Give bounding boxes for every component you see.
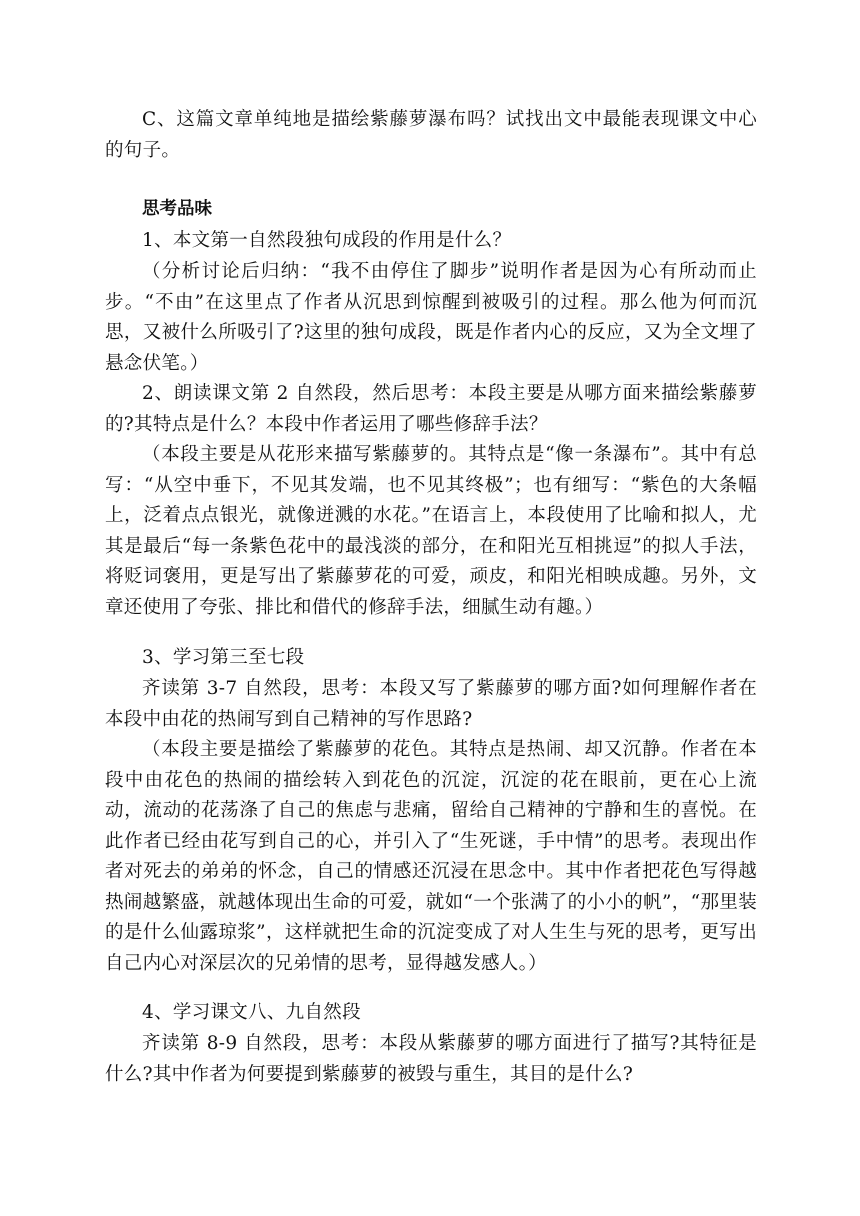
question-4: 齐读第 8-9 自然段，思考：本段从紫藤萝的哪方面进行了描写?其特征是什么?其中作者为何要提到紫藤萝的被毁与重生，其目的是什么?: [105, 1033, 757, 1085]
section-heading: 思考品味: [142, 199, 212, 219]
question-c: C、这篇文章单纯地是描绘紫藤萝瀑布吗？试找出文中最能表现课文中心的句子。: [105, 109, 757, 161]
question-1: 1、本文第一自然段独句成段的作用是什么？: [142, 230, 512, 251]
question-2: 2、朗读课文第 2 自然段，然后思考：本段主要是从哪方面来描绘紫藤萝的?其特点是什么？本段中作者运用了哪些修辞手法？: [105, 383, 757, 435]
question-3-title: 3、学习第三至七段: [142, 647, 305, 668]
question-4-title: 4、学习课文八、九自然段: [142, 1002, 361, 1023]
answer-3: （本段主要是描绘了紫藤萝的花色。其特点是热闹、却又沉静。作者在本段中由花色的热闹的描绘转入到花色的沉淀，沉淀的花在眼前，更在心上流动，流动的花荡涤了自己的焦虑与悲痛，留给自己精神的宁静和生的喜悦。在此作者已经由花写到自己的心，并引入了“生死谜，手中情”的思考。表现出作者对死去的弟弟的怀念，自己的情感还沉浸在思念中。其中作者把花色写得越热闹越繁盛，就越体现出生命的可爱，就如“一个张满了的小小的帆”，“那里装的是什么仙露琼浆”，这样就把生命的沉淀变成了对人生生与死的思考，更写出自己内心对深层次的兄弟情的思考，显得越发感人。）: [105, 739, 757, 974]
answer-1: （分析讨论后归纳：“我不由停住了脚步”说明作者是因为心有所动而止步。“不由”在这里点了作者从沉思到惊醒到被吸引的过程。那么他为何而沉思，又被什么所吸引了?这里的独句成段，既是作者内心的反应，又为全文埋了悬念伏笔。）: [105, 261, 757, 374]
question-3: 齐读第 3-7 自然段，思考：本段又写了紫藤萝的哪方面?如何理解作者在本段中由花的热闹写到自己精神的写作思路?: [105, 678, 757, 730]
answer-2: （本段主要是从花形来描写紫藤萝的。其特点是“像一条瀑布”。其中有总写：“从空中垂下，不见其发端，也不见其终极”；也有细写：“紫色的大条幅上，泛着点点银光，就像迸溅的水花。”在语言上，本段使用了比喻和拟人，尤其是最后“每一条紫色花中的最浅淡的部分，在和阳光互相挑逗”的拟人手法，将贬词褒用，更是写出了紫藤萝花的可爱，顽皮，和阳光相映成趣。另外，文章还使用了夸张、排比和借代的修辞手法，细腻生动有趣。）: [105, 444, 757, 618]
